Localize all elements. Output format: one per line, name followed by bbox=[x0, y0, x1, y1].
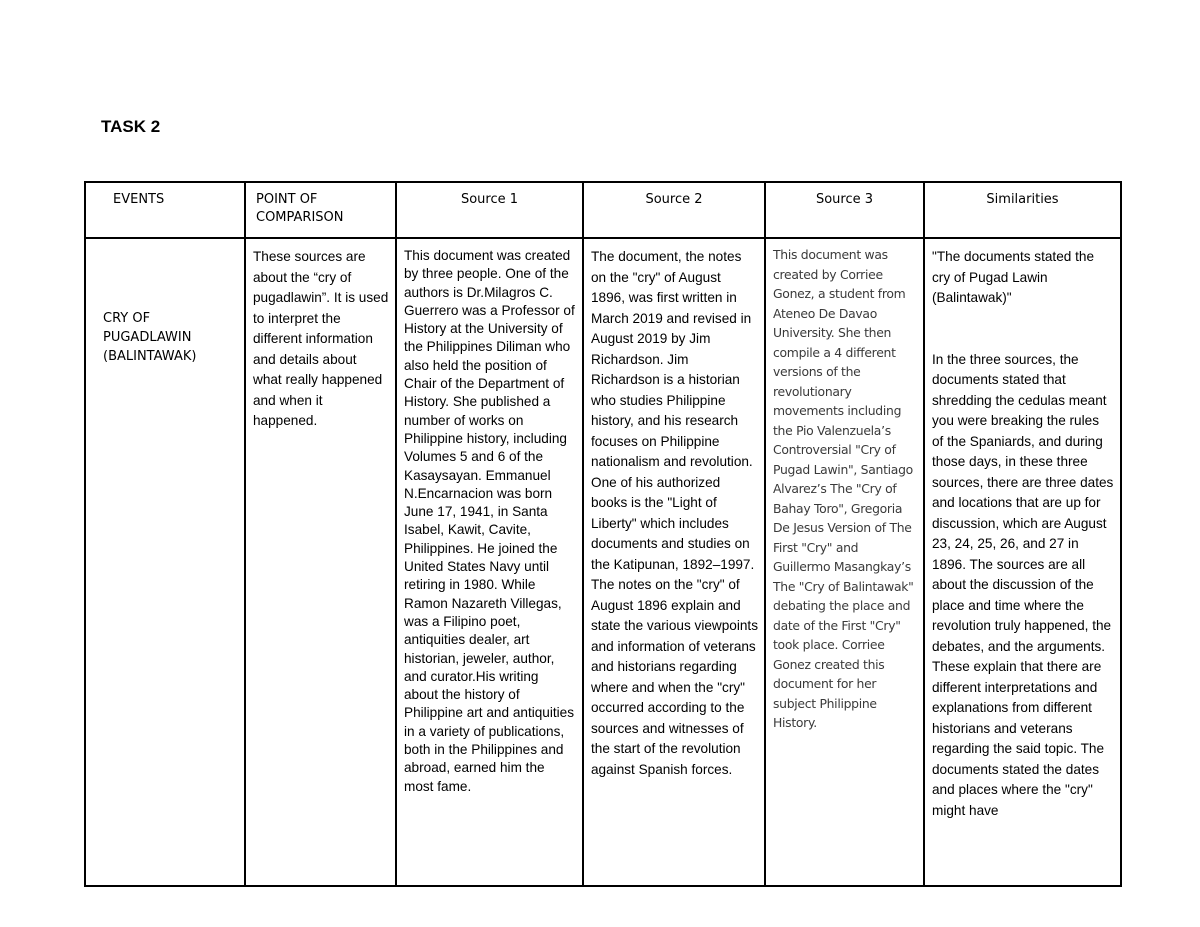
header-source-3 bbox=[765, 182, 924, 238]
source-2-text: The document, the notes on the "cry" of August 1896, was first written in March 2019 and revised in August 2019 by Jim Richardson. Jim Richardson is a historian who studies Philippine history, and his research focuses on Philippine nationalism and revolution. One of his authorized books is the "Light of Liberty" which includes documents and studies on the Katipunan, 1892–1997. The notes on the "cry" of August 1896 explain and state the various viewpoints and information of veterans and historians regarding where and when the "cry" occurred according to the sources and witnesses of the start of the revolution against Spanish forces. bbox=[591, 249, 758, 777]
header-row bbox=[85, 182, 1121, 238]
similarities-text: In the three sources, the documents stated that shredding the cedulas meant you were breaking the rules of the Spaniards, and during those days, in these three sources, there are three dates and locations that are up for discussion, which are August 23, 24, 25, 26, and 27 in 1896. The sources are all about the discussion of the place and time where the revolution truly happened, the debates, and the arguments. These explain that there are different interpretations and explanations from different historians and veterans regarding the said topic. The documents stated the dates and places where the "cry" might have bbox=[932, 351, 1114, 818]
source-3-text: This document was created by Corriee Gonez, a student from Ateneo De Davao University. She then compile a 4 different versions of the revolutionary movements including the Pio Valenzuela’s Controversial "Cry of Pugad Lawin", Santiago Alvarez’s The "Cry of Bahay Toro", Gregoria De Jesus Version of The First "Cry" and Guillermo Masangkay’s The "Cry of Balintawak" debating the place and date of the First "Cry" took place. Corriee Gonez created this document for her subject Philippine History. bbox=[773, 247, 914, 730]
header-source-1 bbox=[396, 182, 583, 238]
header-events bbox=[85, 182, 245, 238]
header-source-3-label: Source 3 bbox=[815, 192, 874, 207]
source-1-text: This document was created by three people. One of the authors is Dr.Milagros C. Guerrero was a Professor of History at the University of the Philippines Diliman who also held the position of Chair of the Department of History. She published a number of works on Philippine history, including Volumes 5 and 6 of the Kasaysayan. Emmanuel N.Encarnacion was born June 17, 1941, in Santa Isabel, Kawit, Cavite, Philippines. He joined the United States Navy until retiring in 1980. While Ramon Nazareth Villegas, was a Filipino poet, antiquities dealer, art historian, jeweler, author, and curator.His writing about the history of Philippine art and antiquities in a variety of publications, both in the Philippines and abroad, earned him the most fame. bbox=[404, 248, 575, 794]
header-similarities bbox=[924, 182, 1121, 238]
comparison-table bbox=[84, 181, 1122, 887]
similarities-cell bbox=[924, 238, 1121, 886]
point-of-comparison-cell bbox=[245, 238, 396, 886]
task-title: TASK 2 bbox=[101, 117, 161, 136]
header-source-2 bbox=[583, 182, 765, 238]
source-1-cell bbox=[396, 238, 583, 886]
header-point-of-comparison-label: POINT OF COMPARISON bbox=[256, 192, 344, 225]
event-name: CRY OF PUGADLAWIN (BALINTAWAK) bbox=[103, 311, 197, 364]
header-source-1-label: Source 1 bbox=[460, 192, 519, 207]
similarities-quote: "The documents stated the cry of Pugad Lawin (Balintawak)" bbox=[932, 249, 1095, 305]
source-3-cell bbox=[765, 238, 924, 886]
source-2-cell bbox=[583, 238, 765, 886]
event-cell bbox=[85, 238, 245, 886]
point-of-comparison-text: These sources are about the “cry of pugadlawin”. It is used to interpret the different information and details about what really happened and when it happened. bbox=[253, 249, 389, 428]
header-source-2-label: Source 2 bbox=[645, 192, 703, 207]
header-point-of-comparison bbox=[245, 182, 396, 238]
table-row bbox=[85, 238, 1121, 886]
header-similarities-label: Similarities bbox=[986, 192, 1059, 207]
header-events-label: EVENTS bbox=[113, 192, 165, 207]
